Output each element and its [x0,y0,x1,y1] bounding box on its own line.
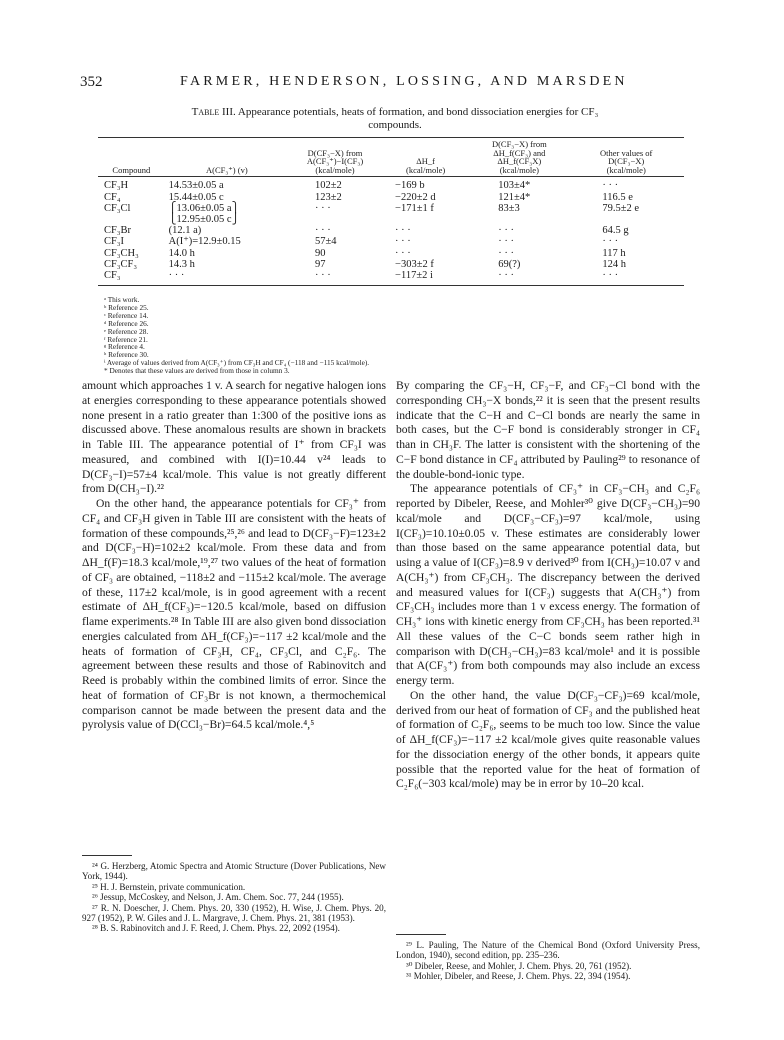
cell-heat-of-formation [381,236,470,247]
col-header-compound: Compound [98,138,165,177]
running-head-authors: FARMER, HENDERSON, LOSSING, AND MARSDEN [180,74,628,89]
cell-d-from-hf-line: 69(?) [498,258,521,270]
table-row [98,192,684,203]
cell-compound-line: CF₄ [104,191,121,203]
cell-appearance-potential-line: A(I⁺)=12.9±0.15 [168,236,241,248]
table-iii [98,137,684,286]
table-note: ᵉ Reference 28. [104,326,149,336]
body-paragraph: amount which approaches 1 v. A search for negative halogen ions at energies corresponding to these appearance potentials showed none present in a ratio greater than 1:300 of the positive ions as discussed above. These anomalous results are shown in brackets in Table III. The appearance potential of I⁺ from CF₃I was measured, and combined with I(I)=10.44 v²⁴ leads to D(CF₃−I)=57±4 kcal/mole. This value is not greatly different from D(CH₃−I).²² [82,379,386,496]
cell-other-values-line: 117 h [602,247,626,259]
right-footnotes [396,934,700,982]
col-header-d-from-ap: D(CF₃−X) from A(CF₃⁺)−I(CF₃) (kcal/mole) [289,138,381,177]
cell-d-from-ap [289,248,381,259]
table-row [98,270,684,286]
cell-other-values [568,225,684,236]
table-note: ᵈ Reference 26. [104,318,149,328]
cell-appearance-potential [165,270,289,286]
cell-appearance-potential [165,225,289,236]
cell-d-from-hf-line: · · · [498,247,514,259]
table-note: ᵃ This work. [104,295,140,304]
cell-heat-of-formation-line: · · · [395,225,411,237]
table-caption-text: Appearance potentials, heats of formation, and bond dissociation energies for CF₃ compounds. [237,106,599,131]
footnote: ²⁸ B. S. Rabinovitch and J. F. Reed, J. Chem. Phys. 22, 2092 (1954). [92,923,340,934]
cell-heat-of-formation-line: −303±2 f [395,258,434,270]
cell-other-values-line: 124 h [602,258,626,270]
cell-d-from-ap [289,225,381,236]
cell-d-from-hf-line: · · · [498,225,514,237]
cell-appearance-potential [165,192,289,203]
table-header-row [98,138,684,177]
right-column-text [396,379,700,792]
cell-other-values-line: · · · [602,236,619,248]
cell-d-from-hf-line: · · · [498,236,514,248]
cell-d-from-ap [289,259,381,270]
cell-d-from-ap [289,177,381,192]
cell-heat-of-formation [381,248,470,259]
cell-heat-of-formation-line: · · · [395,236,411,248]
cell-heat-of-formation [381,225,470,236]
col-header-heat-of-formation: ΔH_f (kcal/mole) [381,138,470,177]
cell-d-from-hf-line: · · · [498,270,514,281]
cell-d-from-hf-line: 103±4* [498,180,531,192]
cell-other-values [568,270,684,286]
cell-appearance-potential-line: ⎧13.06±0.05 a⎫ [168,202,240,214]
table-note: ʰ Reference 30. [104,350,149,360]
cell-compound-line: CF₃Br [104,225,132,237]
body-paragraph: On the other hand, the value D(CF₃−CF₃)=69 kcal/mole, derived from our heat of formation of CF₃ and the published heat of formation of C₂F₆, seems to be much too low. Since the value of ΔH_f(CF₃)=−117 ±2 kcal/mole gives quite reasonable values for the dissociation energy of the other bonds, it appears quite possible that the reported value for the heat of formation of C₂F₆(−303 kcal/mole) may be in error by 10–20 kcal. [396,688,700,791]
cell-other-values [568,248,684,259]
page-number: 352 [80,74,103,90]
cell-other-values-line: 64.5 g [602,225,629,237]
table-row [98,259,684,270]
cell-d-from-hf [470,203,568,225]
cell-appearance-potential-line: (12.1 a) [168,225,202,237]
cell-heat-of-formation [381,192,470,203]
cell-d-from-hf [470,236,568,247]
cell-appearance-potential [165,236,289,247]
cell-heat-of-formation [381,270,470,286]
left-column-text [82,379,386,733]
table-note: ⁱ Average of values derived from A(CF₃⁺) from CF₃H and CF₄ (−118 and −115 kcal/mole). [104,358,370,368]
cell-d-from-ap [289,270,381,286]
body-paragraph: On the other hand, the appearance potentials for CF₃⁺ from CF₄ and CF₃H given in Table III are consistent with the heats of formation of these compounds,²⁵,²⁶ and lead to D(CF₃−F)=123±2 and D(CF₃−H)=102±2 kcal/mole. From these data and from ΔH_f(F)=18.3 kcal/mole,¹⁹,²⁷ two values of the heat of formation of CF₃ are obtained, −118±2 and −115±2 kcal/mole. The average of these, 117±2 kcal/mole, is in good agreement with a recent estimate of ΔH_f(CF₃)=−120.5 kcal/mole, based on diffusion flame experiments.²⁸ In Table III are also given bond dissociation energies calculated from ΔH_f(CF₃)=−117 ±2 kcal/mole and the heats of formation of CF₃H, CF₄, CF₃Cl, and C₂F₆. The agreement between these results and those of Rabinovitch and Reed is probably within the combined limits of error. Since the heat of formation of CF₃Br is not known, a thermochemical comparison cannot be made between the present data and the pyrolysis value of D(CCl₃−Br)=64.5 kcal/mole.⁴,⁵ [82,497,386,732]
cell-compound [98,259,165,270]
col-header-d-from-hf: D(CF₃−X) from ΔH_f(CF₃) and ΔH_f(CF₃X) (kcal/mole) [470,138,568,177]
cell-heat-of-formation [381,259,470,270]
cell-compound-line: CF₃CF₃ [104,258,138,270]
cell-compound [98,203,165,225]
cell-other-values [568,203,684,225]
cell-compound [98,270,165,286]
footnote: ³¹ Mohler, Dibeler, and Reese, J. Chem. Phys. 22, 394 (1954). [406,971,631,982]
cell-d-from-ap [289,192,381,203]
col-header-other-values: Other values of D(CF₃−X) (kcal/mole) [568,138,684,177]
table-body [98,177,684,286]
cell-d-from-hf [470,259,568,270]
cell-d-from-ap-line: · · · [315,270,331,281]
cell-d-from-ap-line: 123±2 [315,191,342,203]
footnote: ²⁷ R. N. Doescher, J. Chem. Phys. 20, 330 (1952), H. Wise, J. Chem. Phys. 20, 927 (1952), P. W. Giles and J. L. Margrave, J. Chem. Phys. 21, 381 (1953). [82,902,386,924]
table-note: ᶜ Reference 14. [104,310,149,320]
cell-compound-line: CF₃H [104,180,129,192]
table-row [98,236,684,247]
cell-other-values-line: · · · [602,180,619,192]
footnote: ²⁴ G. Herzberg, Atomic Spectra and Atomic Structure (Dover Publications, New York, 1944). [82,861,386,882]
cell-d-from-ap [289,203,381,225]
cell-heat-of-formation-line: −169 b [395,180,425,192]
left-footnotes [82,855,386,934]
cell-other-values-line: 116.5 e [602,191,633,203]
footnote: ²⁶ Jessup, McCoskey, and Nelson, J. Am. Chem. Soc. 77, 244 (1955). [92,892,344,903]
cell-d-from-hf [470,270,568,286]
cell-d-from-ap-line: · · · [315,202,331,214]
cell-other-values [568,177,684,192]
table-caption-label: Table III. [191,106,236,118]
table-row [98,203,684,225]
footnote: ²⁵ H. J. Bernstein, private communication. [92,881,246,892]
cell-d-from-hf-line: 83±3 [498,202,520,214]
table-note: ᵍ Reference 4. [104,342,145,352]
cell-d-from-ap-line: 90 [315,247,326,259]
cell-compound [98,192,165,203]
cell-other-values [568,192,684,203]
table-row [98,225,684,236]
cell-other-values [568,259,684,270]
cell-d-from-ap-line: · · · [315,225,331,237]
cell-appearance-potential [165,177,289,192]
table-notes [104,296,664,375]
cell-heat-of-formation [381,177,470,192]
running-head [80,74,708,92]
cell-appearance-potential [165,259,289,270]
col-header-appearance-potential: A(CF₃⁺) (v) [165,138,289,177]
cell-compound [98,225,165,236]
cell-other-values-line: 79.5±2 e [602,202,640,214]
cell-compound-line: CF₃ [104,270,121,281]
cell-d-from-ap-line: 102±2 [315,180,342,192]
cell-compound [98,236,165,247]
cell-compound [98,177,165,192]
cell-compound-line: CF₃Cl [104,202,131,214]
cell-d-from-hf [470,248,568,259]
cell-d-from-ap-line: 97 [315,258,326,270]
table-caption [190,106,600,132]
cell-appearance-potential-line: ⎩12.95±0.05 c⎭ [168,213,240,225]
cell-appearance-potential-line: 15.44±0.05 c [168,191,224,203]
cell-appearance-potential-line: · · · [168,270,185,281]
cell-d-from-hf [470,192,568,203]
cell-compound-line: CF₃I [104,236,125,248]
cell-d-from-hf [470,225,568,236]
cell-heat-of-formation-line: −117±2 i [395,270,433,281]
cell-heat-of-formation-line: −220±2 d [395,191,436,203]
cell-compound [98,248,165,259]
cell-d-from-ap-line: 57±4 [315,236,337,248]
table-row [98,177,684,192]
table-note: * Denotes that these values are derived from those in column 3. [104,366,290,376]
body-paragraph: By comparing the CF₃−H, CF₃−F, and CF₃−Cl bond with the corresponding CH₃−X bonds,²² it is seen that the present results indicate that the C−H and C−Cl bonds are nearly the same in both cases, but the C−F bond is considerably stronger in CF₄ than in CH₃F. The latter is consistent with the shortening of the C−F bond distance in CF₄ attributed by Pauling²⁹ to resonance of the double-bond-ionic type. [396,379,700,481]
cell-appearance-potential [165,248,289,259]
cell-d-from-ap [289,236,381,247]
cell-heat-of-formation-line: −171±1 f [395,202,434,214]
footnote: ³⁰ Dibeler, Reese, and Mohler, J. Chem. Phys. 20, 761 (1952). [406,960,632,971]
cell-d-from-hf [470,177,568,192]
table-note: ᵇ Reference 25. [104,302,149,312]
table-note: ᶠ Reference 21. [104,334,148,344]
cell-compound-line: CF₃CH₃ [104,247,139,259]
cell-other-values-line: · · · [602,270,619,281]
table-row [98,248,684,259]
cell-other-values [568,236,684,247]
cell-appearance-potential [165,203,289,225]
cell-appearance-potential-line: 14.53±0.05 a [168,180,224,192]
cell-d-from-hf-line: 121±4* [498,191,531,203]
cell-appearance-potential-line: 14.3 h [168,258,195,270]
footnote: ²⁹ L. Pauling, The Nature of the Chemical Bond (Oxford University Press, London, 1940), second edition, pp. 235–236. [396,940,700,961]
body-paragraph: The appearance potentials of CF₃⁺ in CF₃−CH₃ and C₂F₆ reported by Dibeler, Reese, and Mohler³⁰ give D(CF₃−CH₃)=90 kcal/mole and D(CF₃−CF₃)=97 kcal/mole, using I(CF₃)=10.10±0.05 v. These estimates are considerably lower than those based on the same appearance potential data, but using a value of I(CF₃)=8.9 v derived³⁰ from I(CH₃)=10.07 v and A(CH₃⁺) from CF₃CH₃. The discrepancy between the derived and measured values for I(CF₃) suggests that A(CH₃⁺) from CF₃CH₃ includes more than 1 v excess energy. The formation of CH₃⁺ ions with kinetic energy from CF₃CH₃ has been reported.³¹ All these values of the C−C bonds seem rather high in comparison with D(CH₃−CH₃)=83 kcal/mole¹ and it is possible that A(CF₃⁺) from both compounds may also include an excess energy term. [396,482,700,687]
cell-heat-of-formation-line: · · · [395,247,411,259]
cell-appearance-potential-line: 14.0 h [168,247,195,259]
cell-heat-of-formation [381,203,470,225]
